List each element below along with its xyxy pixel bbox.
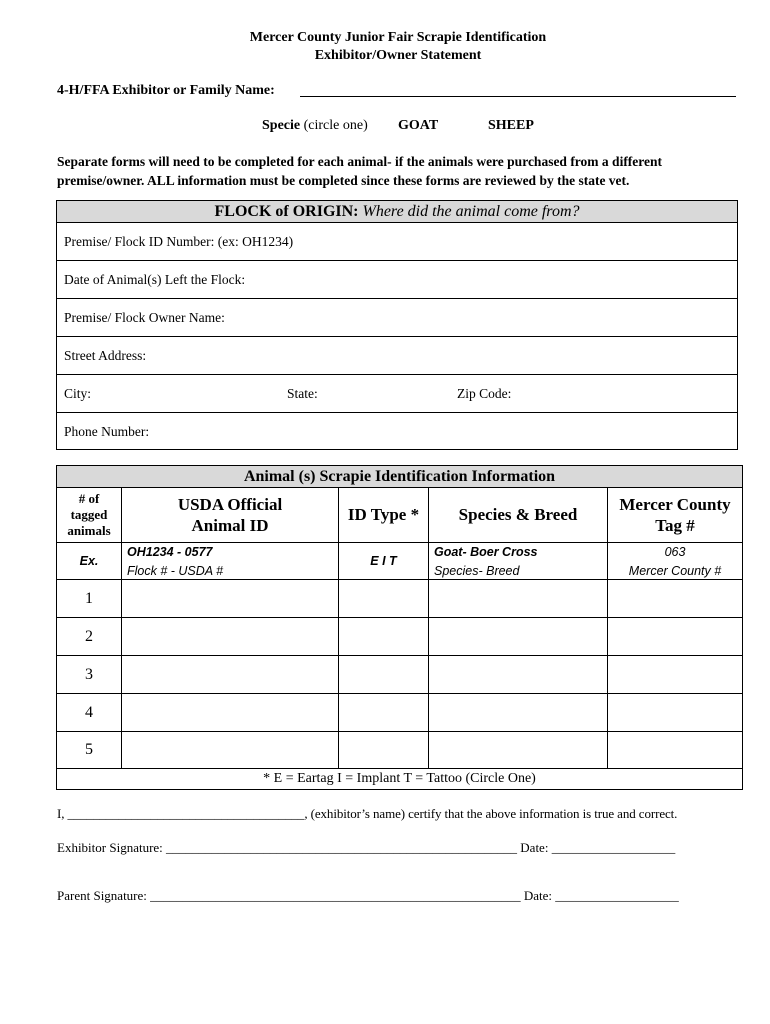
row-divider — [57, 655, 742, 656]
flock-owner-name-field[interactable]: Premise/ Flock Owner Name: — [57, 299, 737, 337]
phone-number-field[interactable]: Phone Number: — [64, 424, 150, 439]
row-divider — [57, 617, 742, 618]
exhibitor-signature-line[interactable]: Exhibitor Signature: ______________________________________________________ Date: ___________________ — [57, 840, 676, 855]
example-mercer-tag: 063 Mercer County # — [628, 545, 722, 578]
row-divider — [57, 693, 742, 694]
title-line-2: Exhibitor/Owner Statement — [314, 48, 482, 63]
date-left-flock-field[interactable]: Date of Animal(s) Left the Flock: — [57, 261, 737, 299]
header-species-breed: Species & Breed — [458, 505, 578, 524]
table-row-number: 1 — [85, 589, 93, 607]
example-species-breed: Goat- Boer Cross Species- Breed — [434, 545, 538, 578]
form-title — [0, 29, 770, 65]
specie-label: Specie (circle one) — [262, 118, 368, 133]
title-line-1: Mercer County Junior Fair Scrapie Identification — [249, 30, 547, 45]
city-state-zip-row[interactable] — [57, 375, 737, 413]
city-label: City: — [64, 386, 92, 401]
id-type-legend: * E = Eartag I = Implant T = Tattoo (Circle One) — [263, 771, 536, 786]
row-divider — [57, 731, 742, 732]
animal-table-heading: Animal (s) Scrapie Identification Information — [57, 466, 742, 488]
flock-of-origin-section — [56, 200, 738, 450]
header-id-type: ID Type * — [347, 505, 420, 524]
table-row-number: 2 — [85, 627, 93, 645]
premise-id-field[interactable]: Premise/ Flock ID Number: (ex: OH1234) — [57, 223, 737, 261]
table-row-number: 3 — [85, 665, 93, 683]
example-usda-id: OH1234 - 0577 Flock # - USDA # — [127, 545, 224, 578]
specie-option-goat[interactable]: GOAT — [398, 118, 439, 133]
parent-signature-line[interactable]: Parent Signature: _________________________________________________________ Date: ___________________ — [57, 888, 679, 903]
zip-label: Zip Code: — [457, 386, 512, 401]
header-tagged-animals: # of tagged animals — [67, 491, 111, 538]
table-row-number: 4 — [85, 703, 93, 721]
exhibitor-name-field[interactable] — [300, 96, 736, 97]
animal-id-table — [56, 465, 743, 790]
flock-heading: FLOCK of ORIGIN: Where did the animal come from? — [57, 201, 737, 223]
instructions-notice: Separate forms will need to be completed for each animal- if the animals were purchased from a different premise/owner. ALL information must be completed since these forms are reviewed by the state vet. — [57, 154, 663, 188]
state-label: State: — [287, 386, 318, 401]
street-address-field[interactable]: Street Address: — [57, 337, 737, 375]
example-id-type: E I T — [370, 553, 397, 568]
header-mercer-tag: Mercer County Tag # — [619, 495, 731, 535]
exhibitor-name-label: 4-H/FFA Exhibitor or Family Name: — [57, 83, 275, 98]
flock-subheading: Where did the animal come from? — [362, 203, 580, 220]
certification-statement[interactable]: I, _____________________________________, (exhibitor’s name) certify that the above information is true and correct. — [57, 806, 678, 821]
example-row-label: Ex. — [79, 553, 99, 568]
specie-option-sheep[interactable]: SHEEP — [488, 118, 534, 133]
header-usda-id: USDA Official Animal ID — [177, 495, 283, 535]
table-row-number: 5 — [85, 741, 93, 758]
